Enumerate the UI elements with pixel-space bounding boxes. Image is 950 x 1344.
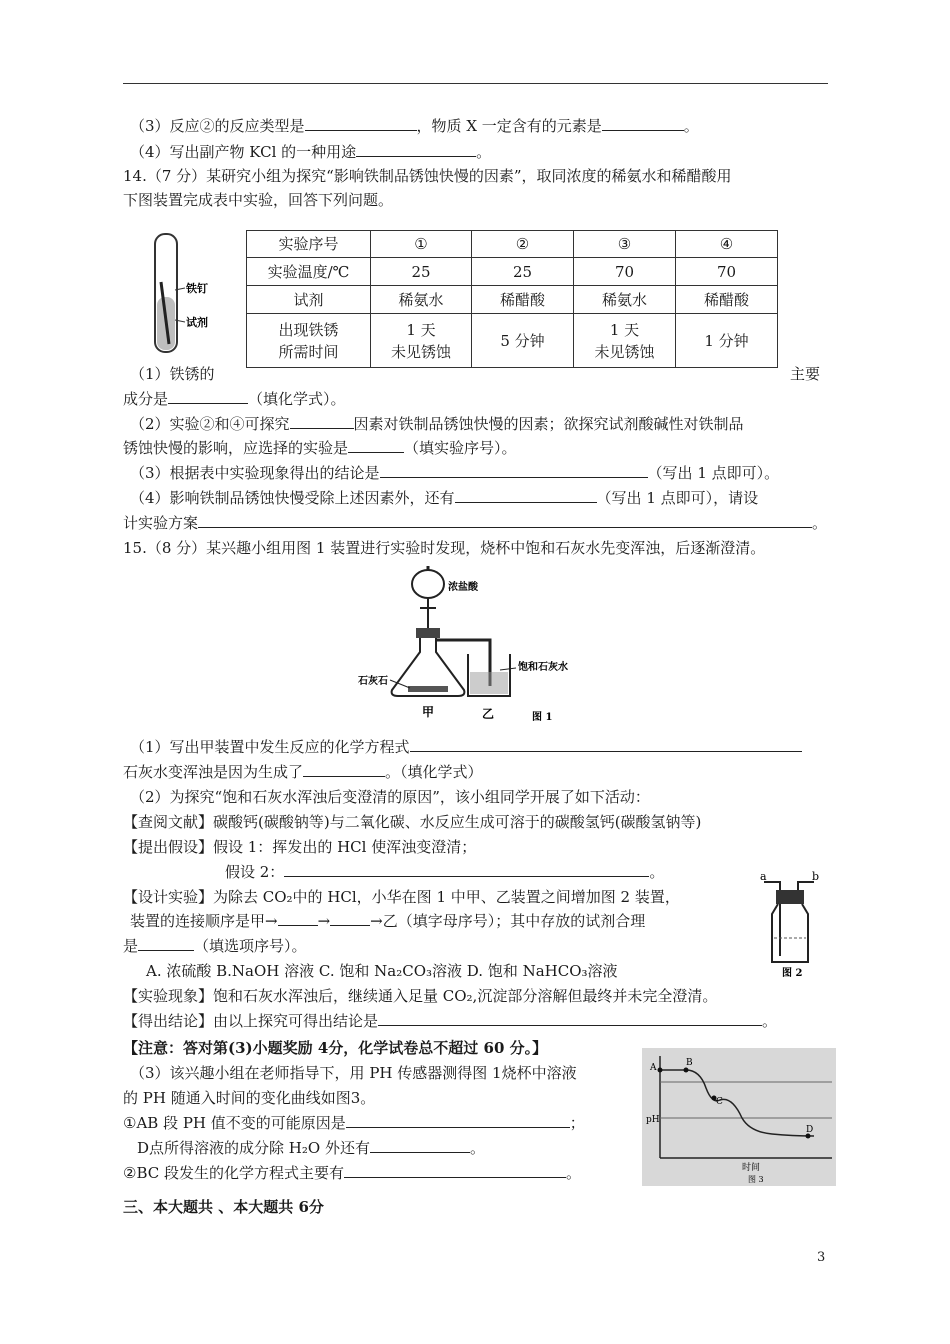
chart-background — [642, 1048, 836, 1186]
label-b: b — [812, 870, 820, 883]
label-yi: 乙 — [482, 707, 495, 721]
q14-1: （1）铁锈的 — [130, 365, 215, 383]
table-row — [247, 258, 778, 286]
q15-3-1: ①AB 段 PH 值不变的可能原因是 ； — [123, 1114, 585, 1132]
q15-phenomenon: 【实验现象】饱和石灰水浑浊后，继续通入足量 CO₂,沉淀部分溶解但最终并未完全澄清。 — [123, 987, 718, 1005]
label-jia: 甲 — [422, 705, 435, 719]
q15-design-3: 是 （填选项序号）。 — [123, 937, 307, 955]
answer-blank[interactable] — [410, 737, 802, 752]
answer-blank[interactable] — [290, 414, 354, 429]
answer-blank[interactable] — [344, 1163, 566, 1178]
q15-3-2: ②BC 段发生的化学方程式主要有 。 — [123, 1164, 582, 1182]
q14-4-cont: 计实验方案 。 — [123, 514, 828, 532]
fig2-caption: 图 2 — [782, 968, 803, 979]
q14-1-cont: 成分是 （填化学式）。 — [123, 390, 346, 408]
q14-stem-1: 14.（7 分）某研究小组为探究“影响铁制品锈蚀快慢的因素”，取同浓度的稀氨水和稀醋酸用 — [123, 167, 732, 185]
label-limewater: 饱和石灰水 — [518, 662, 568, 673]
table-cell: 5 分钟 — [472, 314, 574, 368]
q14-4: （4）影响铁制品锈蚀快慢受除上述因素外，还有 （写出 1 点即可），请设 — [130, 489, 759, 507]
table-cell: 稀醋酸 — [676, 286, 778, 314]
label-conc-hcl: 浓盐酸 — [448, 582, 478, 593]
table-cell: 25 — [371, 258, 472, 286]
q15-3-cont: 的 PH 随通入时间的变化曲线如图3。 — [123, 1089, 376, 1107]
section-3-heading: 三、本大题共 、本大题共 6分 — [123, 1198, 324, 1216]
table-header: ① — [371, 231, 472, 258]
label-c: C — [716, 1097, 723, 1107]
label-reagent: 试剂 — [186, 316, 208, 329]
gas-bottle — [772, 904, 808, 962]
table-row — [247, 314, 778, 368]
table-header: ② — [472, 231, 574, 258]
q15-3: （3）该兴趣小组在老师指导下，用 PH 传感器测得图 1烧杯中溶液 — [130, 1064, 577, 1082]
page-number: 3 — [817, 1250, 826, 1265]
table-cell: 实验温度/℃ — [247, 258, 371, 286]
answer-blank[interactable] — [455, 488, 597, 503]
table-cell: 1 分钟 — [676, 314, 778, 368]
figure-3-ph-curve — [642, 1048, 836, 1186]
q15-stem: 15.（8 分）某兴趣小组用图 1 装置进行实验时发现，烧杯中饱和石灰水先变浑浊，后逐渐澄清。 — [123, 539, 766, 557]
table-cell: 1 天 未见锈蚀 — [574, 314, 676, 368]
q15-reference: 【查阅文献】碳酸钙(碳酸钠等)与二氧化碳、水反应生成可溶于的碳酸氢钙(碳酸氢钠等) — [123, 813, 702, 831]
q13-3: （3）反应②的反应类型是 ，物质 X 一定含有的元素是 。 — [130, 117, 699, 135]
table-header: ③ — [574, 231, 676, 258]
q15-hypothesis-1: 【提出假设】假设 1：挥发出的 HCl 使浑浊变澄清； — [123, 838, 477, 856]
q15-3-d: D点所得溶液的成分除 H₂O 外还有 。 — [137, 1139, 485, 1157]
table-header: ④ — [676, 231, 778, 258]
table-cell: 出现铁锈 所需时间 — [247, 314, 371, 368]
stopper — [416, 628, 440, 638]
label-a: A — [650, 1063, 657, 1073]
fig1-caption: 图 1 — [532, 712, 553, 723]
q15-2: （2）为探究“饱和石灰水浑浊后变澄清的原因”，该小组同学开展了如下活动： — [130, 788, 650, 806]
figure-1-apparatus — [350, 562, 610, 724]
label-d: D — [806, 1125, 814, 1135]
q15-1-cont: 石灰水变浑浊是因为生成了 。（填化学式） — [123, 763, 483, 781]
bonus-note: 【注意：答对第(3)小题奖励 4分，化学试卷总不超过 60 分。】 — [123, 1039, 548, 1057]
label-limestone: 石灰石 — [358, 676, 388, 687]
answer-blank[interactable] — [378, 1011, 762, 1026]
table-cell: 稀氨水 — [371, 286, 472, 314]
table-header: 实验序号 — [247, 231, 371, 258]
answer-blank[interactable] — [284, 862, 649, 877]
q15-conclusion: 【得出结论】由以上探究可得出结论是 。 — [123, 1012, 778, 1030]
label-nail: 铁钉 — [186, 282, 208, 295]
experiment-table — [246, 230, 778, 368]
q15-hypothesis-2: 假设 2： 。 — [225, 863, 665, 881]
bottle-stopper — [776, 890, 804, 904]
answer-blank[interactable] — [198, 513, 812, 528]
table-cell: 1 天 未见锈蚀 — [371, 314, 472, 368]
table-cell: 70 — [676, 258, 778, 286]
answer-blank[interactable] — [303, 762, 385, 777]
label-b: B — [686, 1058, 693, 1068]
table-cell: 稀氨水 — [574, 286, 676, 314]
table-row — [247, 286, 778, 314]
answer-blank[interactable] — [370, 1138, 470, 1153]
table-cell: 试剂 — [247, 286, 371, 314]
answer-blank[interactable] — [346, 1113, 570, 1128]
header-rule — [123, 83, 828, 84]
y-label: pH — [646, 1115, 660, 1125]
x-label: 时间 — [742, 1163, 761, 1173]
label-a: a — [760, 870, 767, 883]
q15-design-1: 【设计实验】为除去 CO₂中的 HCl，小华在图 1 中甲、乙装置之间增加图 2 装置， — [123, 888, 680, 906]
limewater — [470, 672, 508, 694]
answer-blank[interactable] — [348, 438, 404, 453]
q14-1-right: 主要 — [790, 365, 821, 383]
table-cell: 25 — [472, 258, 574, 286]
limestone — [408, 686, 448, 692]
figure-2-gas-bottle — [758, 868, 838, 980]
q13-4: （4）写出副产物 KCl 的一种用途 。 — [130, 143, 492, 161]
answer-blank[interactable] — [305, 116, 417, 131]
answer-blank[interactable] — [356, 142, 476, 157]
answer-blank[interactable] — [602, 116, 684, 131]
q14-3: （3）根据表中实验现象得出的结论是 （写出 1 点即可）。 — [130, 464, 780, 482]
table-cell: 稀醋酸 — [472, 286, 574, 314]
q14-2: （2）实验②和④可探究 因素对铁制品锈蚀快慢的因素；欲探究试剂酸碱性对铁制品 — [130, 415, 744, 433]
q14-2-cont: 锈蚀快慢的影响，应选择的实验是 （填实验序号）。 — [123, 439, 517, 457]
q14-stem-2: 下图装置完成表中实验，回答下列问题。 — [123, 191, 394, 209]
table-header-row — [247, 231, 778, 258]
answer-blank[interactable] — [168, 389, 248, 404]
test-tube-figure — [145, 232, 225, 357]
answer-blank[interactable] — [330, 911, 370, 926]
fig3-caption: 图 3 — [748, 1175, 764, 1184]
q15-options: A. 浓硫酸 B.NaOH 溶液 C. 饱和 Na₂CO₃溶液 D. 饱和 NaHCO₃溶液 — [146, 962, 618, 980]
answer-blank[interactable] — [138, 936, 194, 951]
point-a — [658, 1068, 663, 1073]
point-b — [684, 1068, 689, 1073]
q15-1: （1）写出甲装置中发生反应的化学方程式 — [130, 737, 802, 757]
table-cell: 70 — [574, 258, 676, 286]
answer-blank[interactable] — [278, 911, 318, 926]
answer-blank[interactable] — [380, 463, 648, 478]
q15-design-2: 装置的连接顺序是甲→ → →乙（填字母序号）；其中存放的试剂合理 — [130, 912, 646, 930]
